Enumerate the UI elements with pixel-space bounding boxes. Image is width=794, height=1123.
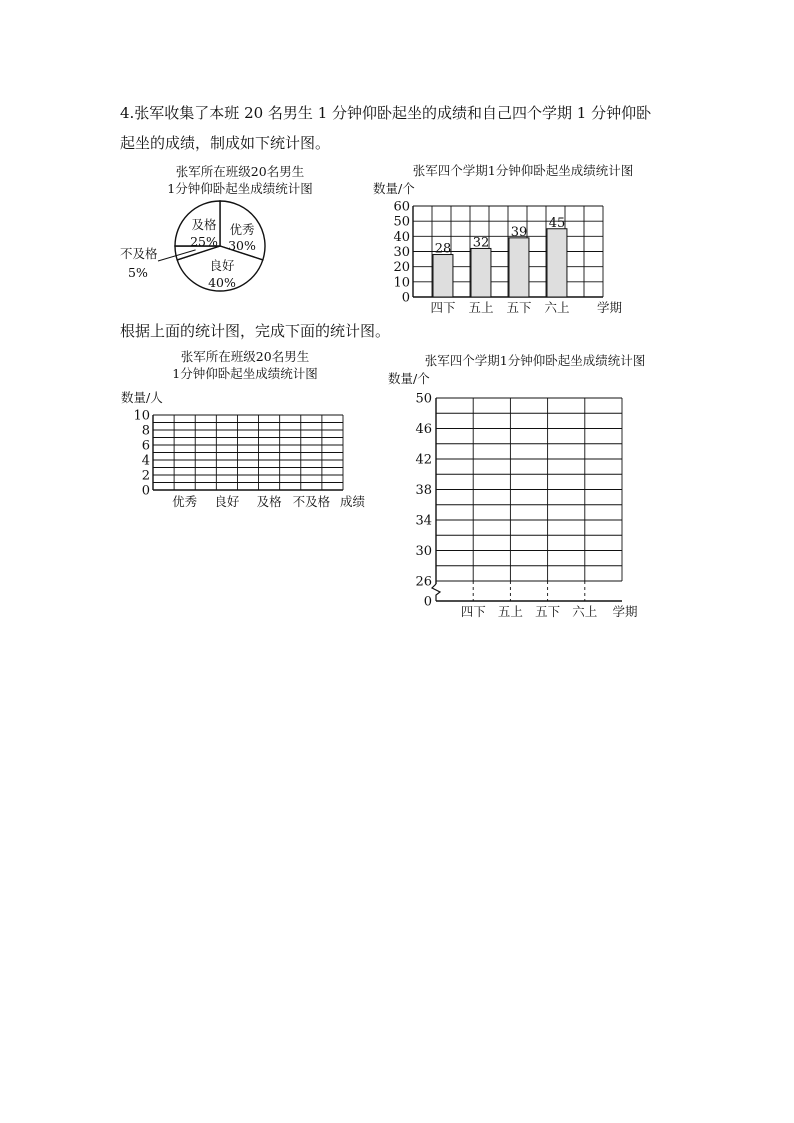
x-tick-label: 不及格 <box>292 494 331 509</box>
semester-line-grid-title: 张军四个学期1分钟仰卧起坐成绩统计图 <box>424 353 646 368</box>
bar <box>471 248 491 297</box>
y-tick-label: 0 <box>141 483 150 499</box>
bar-value-label: 28 <box>434 241 452 257</box>
y-tick-label: 60 <box>393 199 410 215</box>
x-axis-label: 成绩 <box>340 494 366 509</box>
semester-line-grid-ylabel: 数量/个 <box>388 371 430 386</box>
bar-value-label: 39 <box>510 224 528 240</box>
x-tick-label: 五上 <box>468 300 494 315</box>
y-tick-label: 10 <box>393 275 410 291</box>
x-axis-label: 学期 <box>612 604 638 619</box>
y-tick-label: 0 <box>423 594 432 610</box>
pie-slice-value: 25% <box>190 234 218 249</box>
y-tick-label: 2 <box>141 468 150 484</box>
bar-value-label: 45 <box>548 215 566 231</box>
pie-slice-label: 优秀 <box>229 222 255 237</box>
y-tick-label: 40 <box>393 229 410 245</box>
y-tick-label: 34 <box>415 513 432 529</box>
x-tick-label: 及格 <box>256 494 282 509</box>
question-line-2: 起坐的成绩，制成如下统计图。 <box>120 134 331 152</box>
semester-line-grid <box>380 352 670 627</box>
y-tick-label: 46 <box>415 422 432 437</box>
y-tick-label: 10 <box>133 408 150 424</box>
y-tick-label: 6 <box>141 438 150 454</box>
pie-slice-label: 良好 <box>209 258 235 273</box>
x-tick-label: 良好 <box>214 494 240 509</box>
x-tick-label: 优秀 <box>172 494 198 509</box>
y-tick-label: 26 <box>415 574 432 590</box>
bar-value-label: 32 <box>472 235 490 251</box>
y-tick-label: 42 <box>415 452 432 468</box>
pie-chart-title-line-1: 张军所在班级20名男生 <box>175 164 305 179</box>
grade-bar-grid-title-line-2: 1分钟仰卧起坐成绩统计图 <box>172 366 318 381</box>
bar <box>509 238 529 297</box>
axis-break-mark <box>432 584 440 601</box>
pie-slice-value: 5% <box>128 265 148 280</box>
y-tick-label: 8 <box>141 423 150 439</box>
grade-bar-grid-title-line-1: 张军所在班级20名男生 <box>180 349 310 364</box>
bar <box>433 255 453 297</box>
pie-slice-value: 30% <box>228 238 256 253</box>
x-tick-label: 四下 <box>430 300 456 315</box>
instruction-text: 根据上面的统计图，完成下面的统计图。 <box>120 322 391 340</box>
grade-bar-grid-canvas <box>115 348 375 513</box>
y-tick-label: 50 <box>415 391 432 407</box>
grade-bar-grid-ylabel: 数量/人 <box>121 390 163 405</box>
pie-slice-label: 及格 <box>191 217 217 232</box>
semester-bar-chart <box>365 162 665 322</box>
pie-chart-title-line-2: 1分钟仰卧起坐成绩统计图 <box>167 181 313 196</box>
x-tick-label: 四下 <box>460 604 486 619</box>
grade-bar-grid <box>115 348 375 513</box>
question-line-1: 4.张军收集了本班 20 名男生 1 分钟仰卧起坐的成绩和自己四个学期 1 分钟仰卧 <box>120 104 652 122</box>
y-tick-label: 38 <box>415 483 432 498</box>
x-tick-label: 五下 <box>535 604 561 619</box>
y-tick-label: 20 <box>393 260 410 276</box>
y-tick-label: 30 <box>393 245 410 260</box>
pie-slice-value: 40% <box>208 275 236 290</box>
semester-bar-chart-title: 张军四个学期1分钟仰卧起坐成绩统计图 <box>412 163 634 178</box>
semester-bar-chart-canvas <box>365 162 665 322</box>
semester-bar-chart-ylabel: 数量/个 <box>373 181 415 196</box>
y-tick-label: 4 <box>141 453 150 469</box>
x-tick-label: 六上 <box>544 300 570 315</box>
y-tick-label: 0 <box>401 290 410 306</box>
y-tick-label: 30 <box>415 544 432 559</box>
pie-slice-label: 不及格 <box>120 246 158 261</box>
x-axis-label: 学期 <box>597 300 623 315</box>
x-tick-label: 五下 <box>506 300 532 315</box>
x-tick-label: 五上 <box>497 604 523 619</box>
pie-chart <box>120 163 360 303</box>
pie-chart-canvas <box>120 163 360 303</box>
bar <box>547 229 567 297</box>
semester-line-grid-canvas <box>380 352 670 627</box>
x-tick-label: 六上 <box>572 604 598 619</box>
y-tick-label: 50 <box>393 214 410 230</box>
